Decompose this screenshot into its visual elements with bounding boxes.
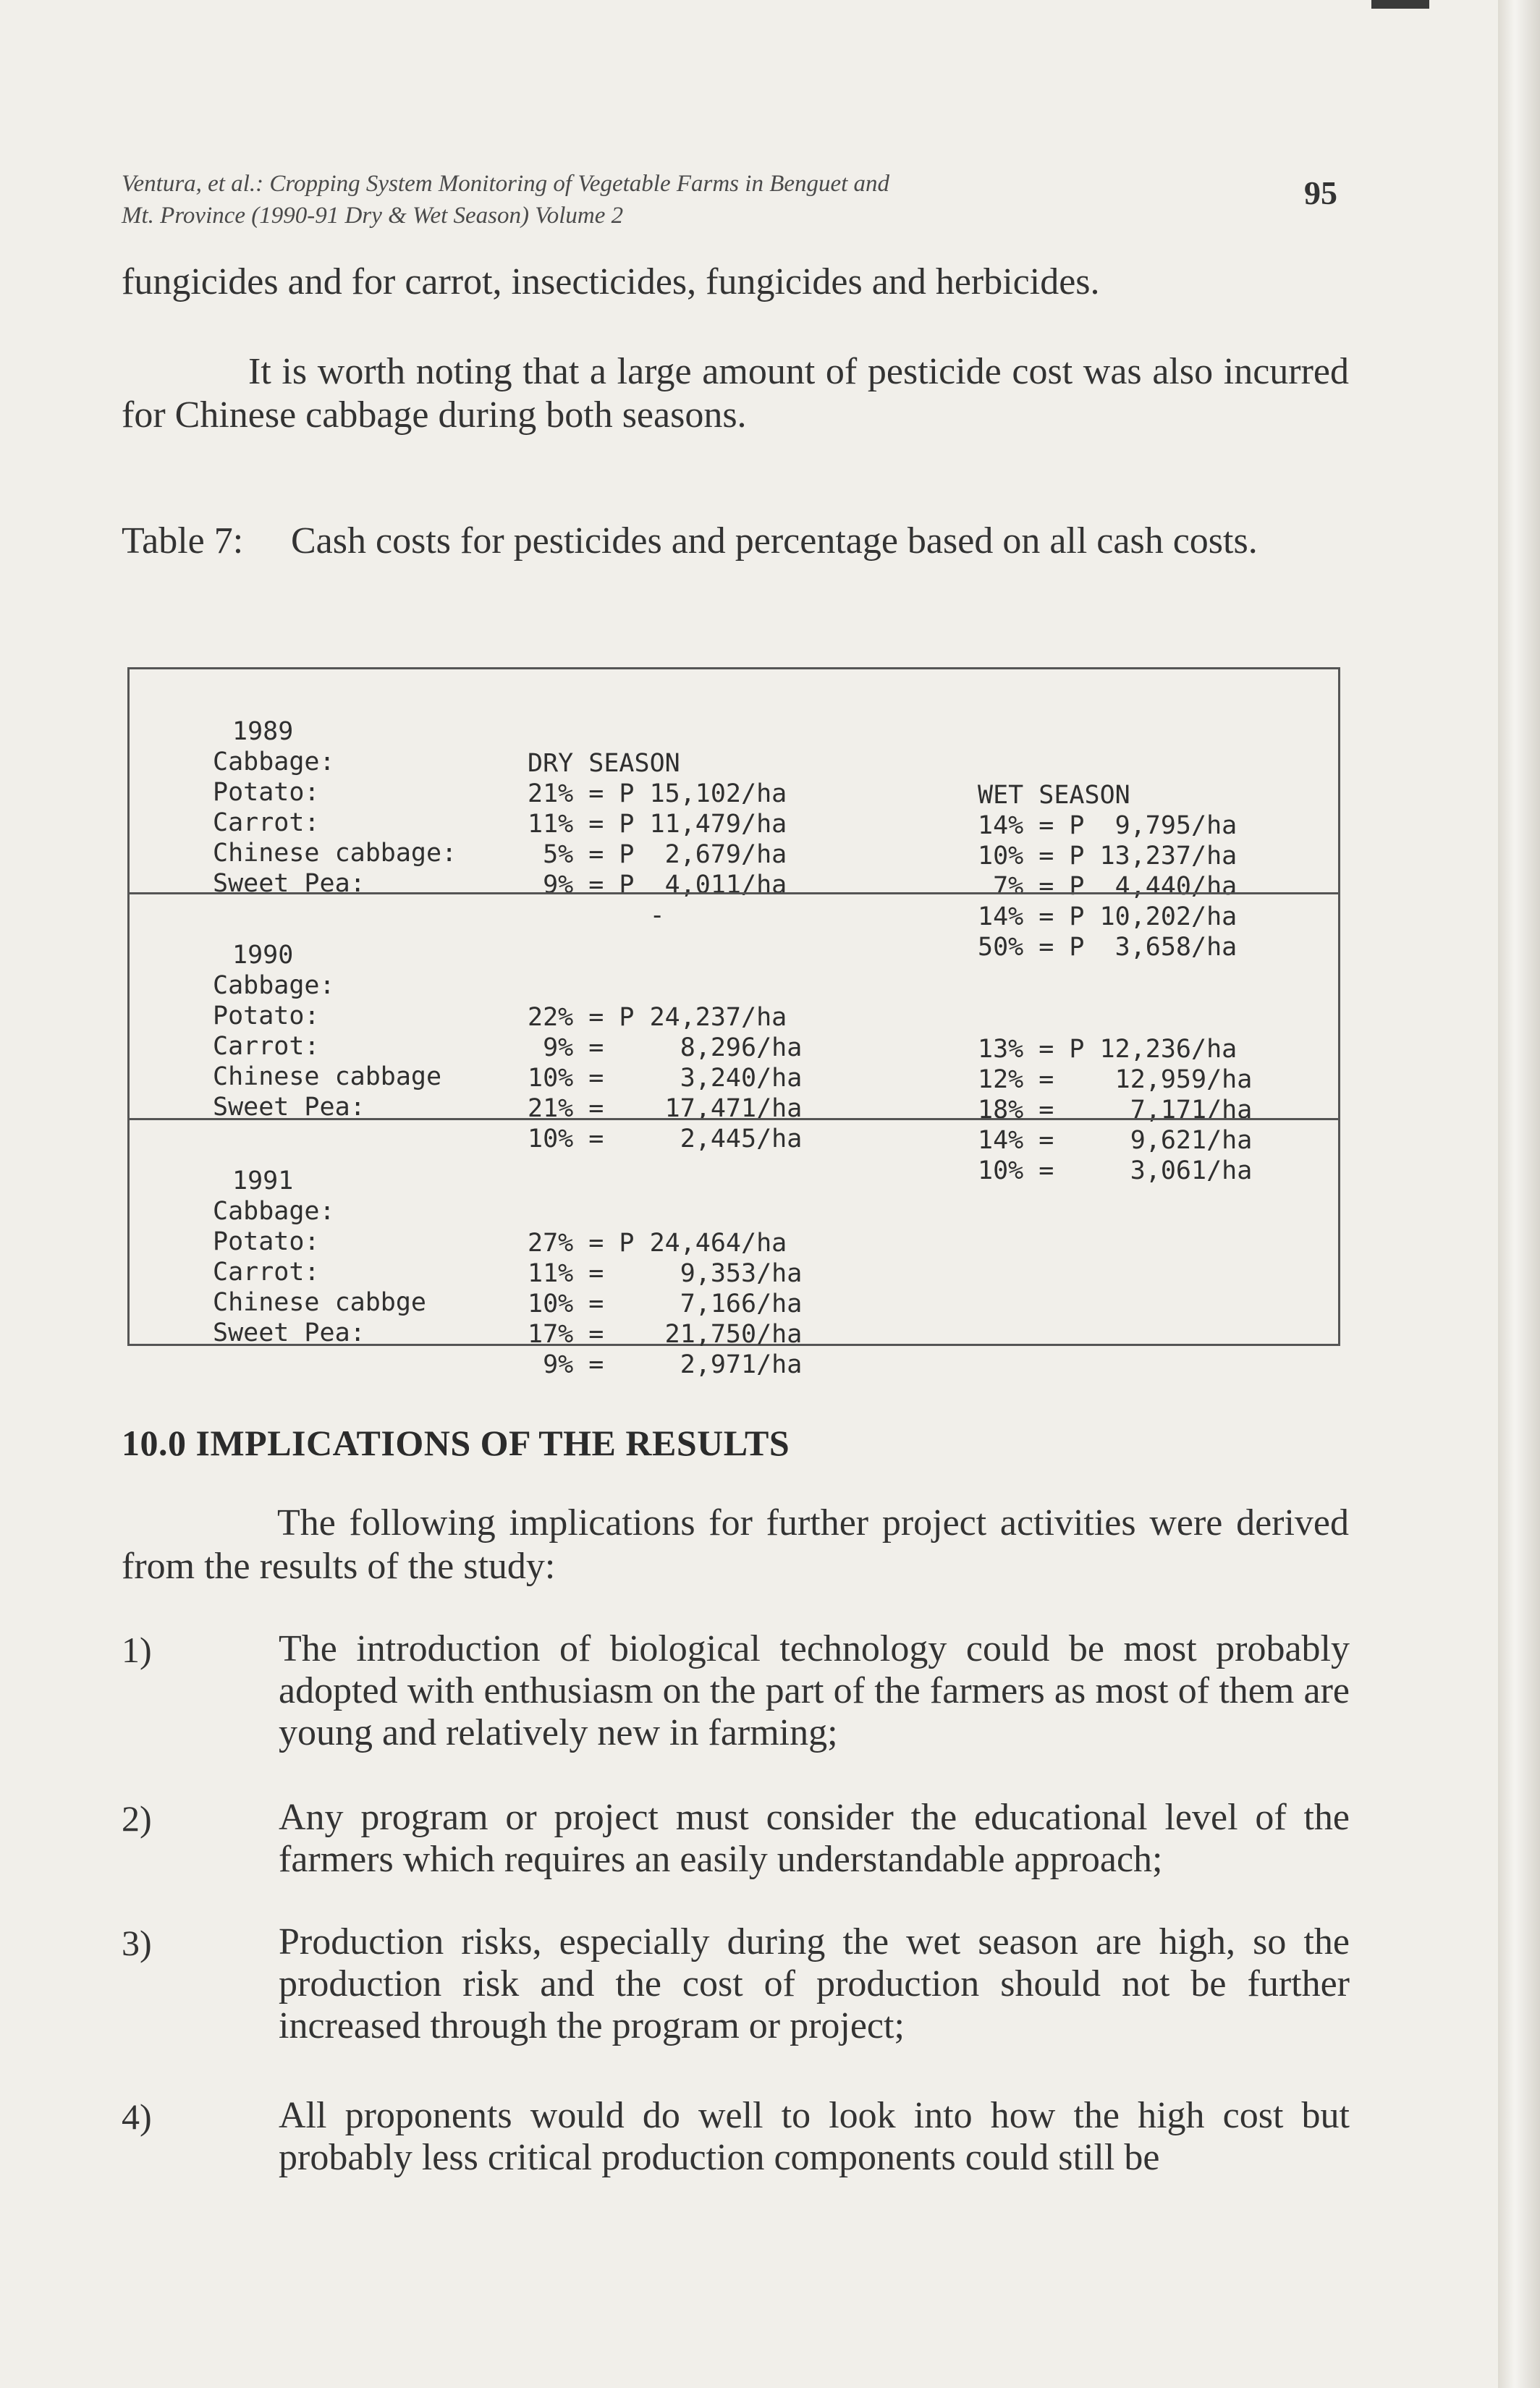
list-item-number: 2) (122, 1798, 152, 1839)
crop-name: Cabbage: (213, 971, 335, 1000)
wet-season-value: 14% = P 10,202/ha (978, 902, 1238, 931)
dry-season-value: 17% = 21,750/ha (528, 1320, 803, 1349)
page-edge-shadow (1498, 0, 1540, 2388)
list-item-text: Any program or project must consider the educational level of the farmers which requires an easily understandable approach; (279, 1797, 1350, 1880)
running-head-line-1: Ventura, et al.: Cropping System Monitoring of Vegetable Farms in Benguet and (122, 171, 890, 197)
dry-season-value: 10% = 2,445/ha (528, 1125, 803, 1153)
table-caption-label: Table 7: (122, 520, 244, 562)
page-number: 95 (1304, 174, 1337, 211)
list-item-text: All proponents would do well to look into how the high cost but probably less critical production components could still be (279, 2095, 1350, 2178)
crop-name: Cabbage: (213, 748, 335, 776)
section-year: 1991 (232, 1167, 294, 1195)
running-head (122, 168, 1193, 232)
pesticide-cost-table (127, 667, 1340, 1379)
section-year: 1989 (232, 717, 294, 746)
wet-season-value: 10% = P 13,237/ha (978, 842, 1238, 871)
wet-season-value: 13% = P 12,236/ha (978, 1035, 1238, 1064)
crop-name: Potato: (213, 778, 320, 807)
dry-season-value: 21% = P 15,102/ha (528, 779, 787, 808)
list-item-text: The introduction of biological technology could be most probably adopted with enthusiasm on the part of the farmers as most of them are young and relatively new in farming; (279, 1628, 1350, 1753)
dry-season-value: - (528, 901, 665, 930)
section-heading: 10.0 IMPLICATIONS OF THE RESULTS (122, 1423, 790, 1463)
wet-season-value: 7% = P 4,440/ha (978, 872, 1238, 901)
dry-season-value: 11% = P 11,479/ha (528, 810, 787, 839)
section-year: 1990 (232, 941, 294, 970)
dry-season-value: 11% = 9,353/ha (528, 1259, 803, 1288)
wet-season-value: 14% = P 9,795/ha (978, 811, 1238, 840)
list-item-number: 3) (122, 1923, 152, 1963)
crop-name: Carrot: (213, 1258, 320, 1287)
dry-season-value: 9% = P 4,011/ha (528, 871, 787, 899)
crop-name: Potato: (213, 1002, 320, 1030)
wet-season-value: 50% = P 3,658/ha (978, 933, 1238, 962)
list-item-number: 1) (122, 1630, 152, 1670)
section-intro: The following implications for further project activities were derived from the results of the study: (122, 1502, 1349, 1587)
dry-season-value: 9% = 2,971/ha (528, 1350, 803, 1379)
list-item-number: 4) (122, 2096, 152, 2137)
crop-name: Sweet Pea: (213, 1093, 365, 1122)
dry-season-value: 10% = 3,240/ha (528, 1064, 803, 1093)
crop-name: Potato: (213, 1227, 320, 1256)
dry-season-value: 10% = 7,166/ha (528, 1290, 803, 1318)
crop-name: Chinese cabbage (213, 1062, 442, 1091)
crop-name: Chinese cabbage: (213, 839, 457, 868)
crop-name: Sweet Pea: (213, 1318, 365, 1347)
crop-name: Carrot: (213, 1032, 320, 1061)
table-caption-text: Cash costs for pesticides and percentage based on all cash costs. (291, 520, 1258, 562)
running-head-line-2: Mt. Province (1990-91 Dry & Wet Season) Volume 2 (122, 203, 624, 229)
dry-season-value: 9% = 8,296/ha (528, 1033, 803, 1062)
dry-season-value: 27% = P 24,464/ha (528, 1229, 787, 1258)
paragraph-continuation: fungicides and for carrot, insecticides, fungicides and herbicides. (122, 261, 1100, 302)
wet-season-value: 12% = 12,959/ha (978, 1065, 1253, 1094)
crop-name: Chinese cabbge (213, 1288, 427, 1317)
crop-name: Sweet Pea: (213, 869, 365, 898)
wet-season-value: 18% = 7,171/ha (978, 1096, 1253, 1125)
crop-name: Carrot: (213, 808, 320, 837)
dry-season-value: 22% = P 24,237/ha (528, 1003, 787, 1032)
paragraph-pesticide-note: It is worth noting that a large amount of pesticide cost was also incurred for Chinese cabbage during both seasons. (122, 351, 1349, 436)
dry-season-header: DRY SEASON (528, 749, 680, 778)
crop-name: Cabbage: (213, 1197, 335, 1226)
list-item-text: Production risks, especially during the wet season are high, so the production risk and the cost of production should not be further increased through the program or project; (279, 1921, 1350, 2046)
dry-season-value: 5% = P 2,679/ha (528, 840, 787, 869)
dry-season-value: 21% = 17,471/ha (528, 1094, 803, 1123)
wet-season-value: 10% = 3,061/ha (978, 1156, 1253, 1185)
scan-mark (1371, 0, 1429, 9)
table-section-1991 (130, 1118, 1338, 1379)
wet-season-value: 14% = 9,621/ha (978, 1126, 1253, 1155)
wet-season-header: WET SEASON (978, 781, 1130, 810)
